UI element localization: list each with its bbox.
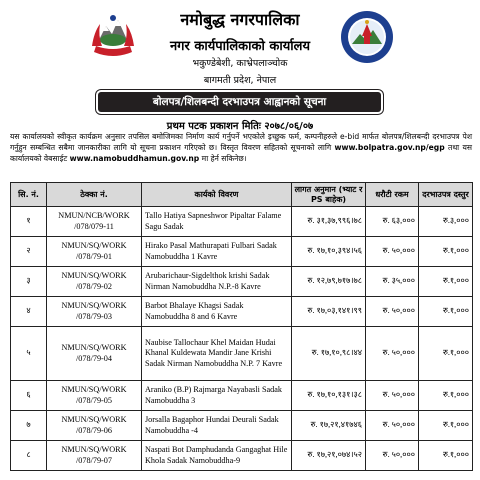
row-sn: ५ bbox=[11, 327, 47, 381]
row-guarantee: रु. ५०,००० bbox=[366, 237, 419, 267]
row-estimate: रु. १७,१०,१३१।३८ bbox=[292, 381, 366, 411]
row-fee: रु.१,००० bbox=[419, 327, 473, 381]
tender-table bbox=[10, 182, 473, 471]
row-guarantee: रु. ५०,००० bbox=[366, 441, 419, 471]
header-description: कार्यको विवरण bbox=[142, 183, 292, 207]
row-sn: १ bbox=[11, 207, 47, 237]
row-sn: ३ bbox=[11, 267, 47, 297]
table-row bbox=[11, 411, 473, 441]
row-sn: ६ bbox=[11, 381, 47, 411]
table-row bbox=[11, 207, 473, 237]
row-contract-no: NMUN/SQ/WORK /078/79-02 bbox=[47, 267, 142, 297]
table-row bbox=[11, 327, 473, 381]
row-contract-no: NMUN/SQ/WORK /078/79-01 bbox=[47, 237, 142, 267]
row-description: Naubise Tallochaur Khel Maidan Hudai Khanal Kuldewata Mandir Jane Krishi Sadak Nirman Namobuddha N.P. 7 Kavre bbox=[142, 327, 292, 381]
header-estimate: लागत अनुमान (भ्याट र PS बाहेक) bbox=[292, 183, 366, 207]
row-sn: ८ bbox=[11, 441, 47, 471]
row-description: Tallo Hatiya Sapneshwor Pipaltar Falame Sagu Sadak bbox=[142, 207, 292, 237]
row-fee: रु.१,००० bbox=[419, 237, 473, 267]
row-guarantee: रु. ६३,००० bbox=[366, 207, 419, 237]
row-contract-no: NMUN/SQ/WORK /078/79-07 bbox=[47, 441, 142, 471]
row-description: Barbot Bhalaye Khagsi Sadak Namobuddha 8 and 6 Kavre bbox=[142, 297, 292, 327]
table-row bbox=[11, 381, 473, 411]
row-estimate: रु. १७,१०,९८।४४ bbox=[292, 327, 366, 381]
row-fee: रु.१,००० bbox=[419, 381, 473, 411]
row-guarantee: रु. ५०,००० bbox=[366, 411, 419, 441]
row-guarantee: रु. ३५,००० bbox=[366, 267, 419, 297]
intro-text-3: मा हेर्न सकिनेछ। bbox=[201, 154, 247, 163]
row-contract-no: NMUN/SQ/WORK /078/79-04 bbox=[47, 327, 142, 381]
row-estimate: रु. १७,०३,१४१।९९ bbox=[292, 297, 366, 327]
row-contract-no: NMUN/SQ/WORK /078/79-06 bbox=[47, 411, 142, 441]
row-contract-no: NMUN/NCB/WORK /078/079-11 bbox=[47, 207, 142, 237]
row-sn: २ bbox=[11, 237, 47, 267]
intro-text-2: तथा यस कार्यालयको वेबसाईट bbox=[10, 143, 473, 163]
municipality-website-link[interactable]: www.namobuddhamun.gov.np bbox=[69, 154, 200, 163]
bolpatra-link[interactable]: www.bolpatra.gov.np/egp bbox=[334, 143, 445, 152]
intro-text-1: यस कार्यालयको स्वीकृत कार्यक्रम अनुसार तपसिल बमोजिमका निर्माण कार्य गर्नुपर्ने भएकोले इच्छुक फर्म, कम्पनीहरुले e-bid मार्फत बोलपत्र/शिलबन्दी दरभाउपत्र पेश गर्नुहुन सम्बन्धित सबैमा जानकारीका लागि यो सूचना प्रकाशन गरिएको छ। विस्तृत विवरण सहितको सूचनाको लागि bbox=[10, 132, 472, 152]
row-estimate: रु. १७,२१,०७४।५२ bbox=[292, 441, 366, 471]
province-name: बागमती प्रदेश, नेपाल bbox=[203, 75, 277, 86]
row-description: Jorsalla Bagaphor Hundai Deurali Sadak Namobuddha -4 bbox=[142, 411, 292, 441]
row-estimate: रु. १२,७९,७१७।७८ bbox=[292, 267, 366, 297]
intro-paragraph bbox=[10, 131, 472, 164]
row-guarantee: रु. ५०,००० bbox=[366, 381, 419, 411]
municipality-title: नमोबुद्ध नगरपालिका bbox=[180, 10, 300, 29]
row-estimate: रु. १७,२१,४१७४६ bbox=[292, 411, 366, 441]
row-guarantee: रु. ५०,००० bbox=[366, 327, 419, 381]
row-description: Naspati Bot Damphudanda Gangaghat Hile Khola Sadak Namobuddha-9 bbox=[142, 441, 292, 471]
table-header-row bbox=[11, 183, 473, 207]
row-description: Arubarichaur-Sigdelthok krishi Sadak Nirman Namobuddha N.P.-8 Kavre bbox=[142, 267, 292, 297]
row-sn: ७ bbox=[11, 411, 47, 441]
table-row bbox=[11, 267, 473, 297]
row-estimate: रु. ३१,३७,९९६।७८ bbox=[292, 207, 366, 237]
row-fee: रु.१,००० bbox=[419, 267, 473, 297]
header-fee: दरभाउपत्र दस्तुर bbox=[419, 183, 473, 207]
row-guarantee: रु. ५०,००० bbox=[366, 297, 419, 327]
table-row bbox=[11, 237, 473, 267]
row-contract-no: NMUN/SQ/WORK /078/79-05 bbox=[47, 381, 142, 411]
row-fee: रु.३,००० bbox=[419, 207, 473, 237]
row-description: Hirako Pasal Mathurapati Fulbari Sadak Namobuddha 1 Kavre bbox=[142, 237, 292, 267]
office-location: भकुण्डेबेशी, काभ्रेपलाञ्चोक bbox=[192, 58, 288, 69]
row-fee: रु.१,००० bbox=[419, 297, 473, 327]
header-contract-no: ठेक्का नं. bbox=[47, 183, 142, 207]
header-guarantee: धरौटी रकम bbox=[366, 183, 419, 207]
notice-banner: बोलपत्र/शिलबन्दी दरभाउपत्र आह्वानको सूचना bbox=[98, 92, 381, 112]
row-estimate: रु. १७,१०,३९४।५६ bbox=[292, 237, 366, 267]
office-name: नगर कार्यपालिकाको कार्यालय bbox=[169, 39, 311, 54]
row-fee: रु.१,००० bbox=[419, 411, 473, 441]
row-sn: ४ bbox=[11, 297, 47, 327]
row-contract-no: NMUN/SQ/WORK /078/79-03 bbox=[47, 297, 142, 327]
table-row bbox=[11, 441, 473, 471]
row-description: Araniko (B.P) Rajmarga Nayabasli Sadak Namobuddha 3 bbox=[142, 381, 292, 411]
row-fee: रु.१,००० bbox=[419, 441, 473, 471]
table-row bbox=[11, 297, 473, 327]
header-sn: सि. नं. bbox=[11, 183, 47, 207]
publication-date: प्रथम पटक प्रकाशन मितिः २०७८/०६/०७ bbox=[166, 121, 314, 132]
